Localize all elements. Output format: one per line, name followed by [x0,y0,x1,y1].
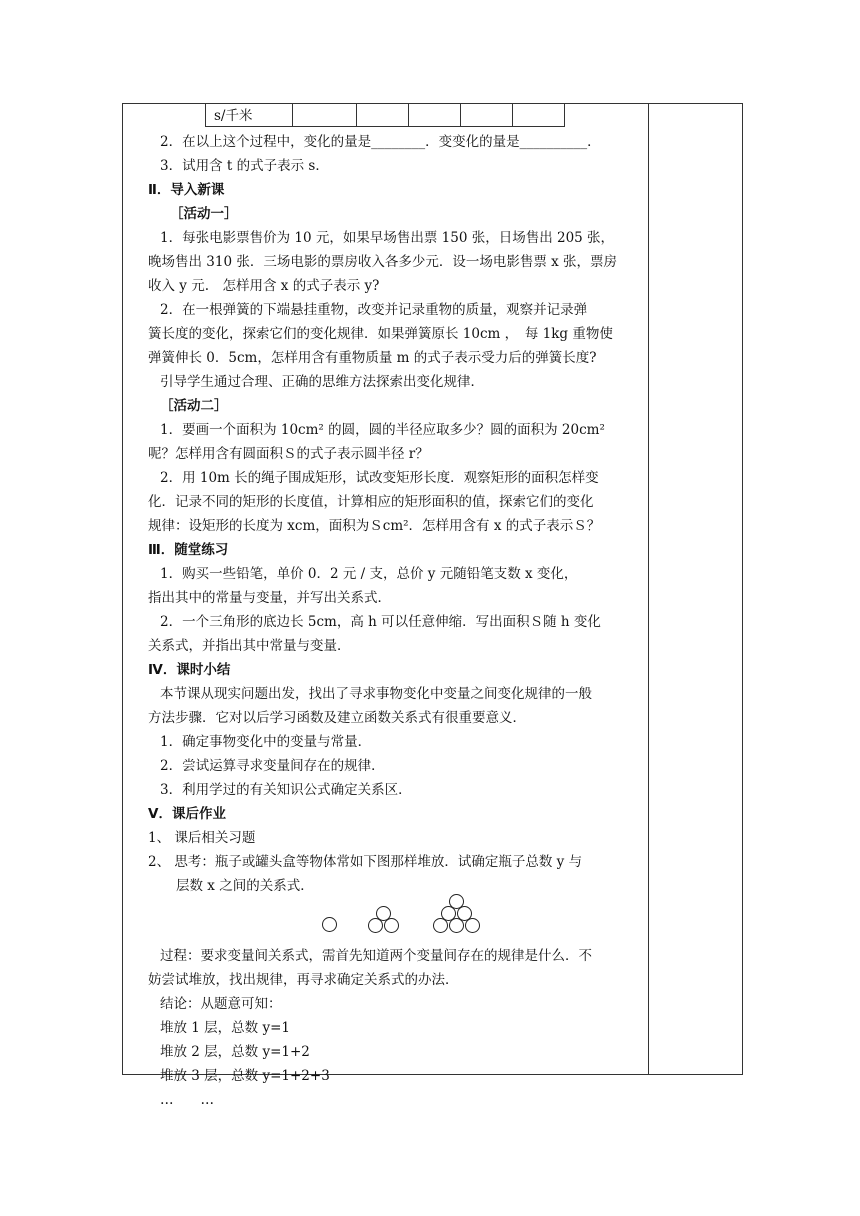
stack-layer-2: 堆放 2 层，总数 y=1+2 [160,1044,310,1060]
activity-2-heading: ［活动二］ [160,398,228,414]
notes-column-divider [648,103,649,1075]
ellipsis-line: … … [160,1092,214,1108]
homework-item-2: 2、 思考：瓶子或罐头盒等物体常如下图那样堆放．试确定瓶子总数 y 与 [148,854,583,870]
table-cell-divider [292,103,293,127]
section-heading-4: Ⅳ．课时小结 [148,662,231,678]
section-heading-5: Ⅴ．课后作业 [148,806,226,822]
data-table-row [205,103,565,127]
activity-1-item-1: 1．每张电影票售价为 10 元，如果早场售出票 150 张，日场售出 205 张， [160,230,615,246]
process-paragraph: 过程：要求变量间关系式，需首先知道两个变量间存在的规律是什么．不 [160,948,592,964]
summary-item-2: 2．尝试运算寻求变量间存在的规律． [160,758,385,774]
summary-paragraph: 本节课从现实问题出发，找出了寻求事物变化中变量之间变化规律的一般 [160,686,592,702]
question-3: 3．试用含 t 的式子表示 s． [160,158,329,174]
paragraph-line: 呢？怎样用含有圆面积Ｓ的式子表示圆半径 r？ [148,446,429,462]
activity-1-item-2: 2．在一根弹簧的下端悬挂重物，改变并记录重物的质量，观察并记录弹 [160,302,588,318]
paragraph-line: 收入 y 元. 怎样用含 x 的式子表示 y? [148,278,380,294]
homework-item-1: 1、 课后相关习题 [148,830,256,846]
conclusion-label: 结论：从题意可知： [160,996,282,1012]
table-cell-divider [408,103,409,127]
paragraph-line: 关系式，并指出其中常量与变量． [148,638,351,654]
paragraph-line: 规律：设矩形的长度为 xcm，面积为Ｓcm²．怎样用含有 x 的式子表示Ｓ？ [148,518,601,534]
paragraph-line: 方法步骤．它对以后学习函数及建立函数关系式有很重要意义． [148,710,526,726]
question-2: 2．在以上这个过程中，变化的量是________．变变化的量是__________． [160,134,601,150]
summary-item-1: 1．确定事物变化中的变量与常量． [160,734,372,750]
stack-layer-3: 堆放 3 层，总数 y=1+2+3 [160,1068,330,1084]
section-heading-2: Ⅱ．导入新课 [148,182,225,198]
stack-layer-1: 堆放 1 层，总数 y=1 [160,1020,290,1036]
activity-2-item-2: 2．用 10m 长的绳子围成矩形，试改变矩形长度．观察矩形的面积怎样变 [160,470,599,486]
paragraph-line: 化．记录不同的矩形的长度值，计算相应的矩形面积的值，探索它们的变化 [148,494,594,510]
practice-item-2: 2．一个三角形的底边长 5cm，高 h 可以任意伸缩．写出面积Ｓ随 h 变化 [160,614,601,630]
activity-2-item-1: 1．要画一个面积为 10cm² 的圆，圆的半径应取多少？圆的面积为 20cm² [160,422,605,438]
paragraph-line: 层数 x 之间的关系式． [176,878,314,894]
table-row-label: s/千米 [214,108,253,124]
paragraph-line: 弹簧伸长 0．5cm，怎样用含有重物质量 m 的式子表示受力后的弹簧长度? [148,350,597,366]
paragraph-line: 指出其中的常量与变量，并写出关系式． [148,590,391,606]
table-cell-divider [356,103,357,127]
paragraph-line: 簧长度的变化，探索它们的变化规律．如果弹簧原长 10cm ， 每 1kg 重物使 [148,326,613,342]
summary-item-3: 3．利用学过的有关知识公式确定关系区． [160,782,412,798]
section-heading-3: Ⅲ．随堂练习 [148,542,229,558]
paragraph-line: 妨尝试堆放，找出规律，再寻求确定关系式的办法． [148,972,459,988]
table-cell-divider [460,103,461,127]
activity-1-heading: ［活动一］ [170,206,238,222]
paragraph-line: 引导学生通过合理、正确的思维方法探索出变化规律． [160,374,484,390]
table-cell-divider [512,103,513,127]
paragraph-line: 晚场售出 310 张．三场电影的票房收入各多少元．设一场电影售票 x 张，票房 [148,254,618,270]
practice-item-1: 1．购买一些铅笔，单价 0．2 元 / 支，总价 y 元随铅笔支数 x 变化， [160,566,578,582]
